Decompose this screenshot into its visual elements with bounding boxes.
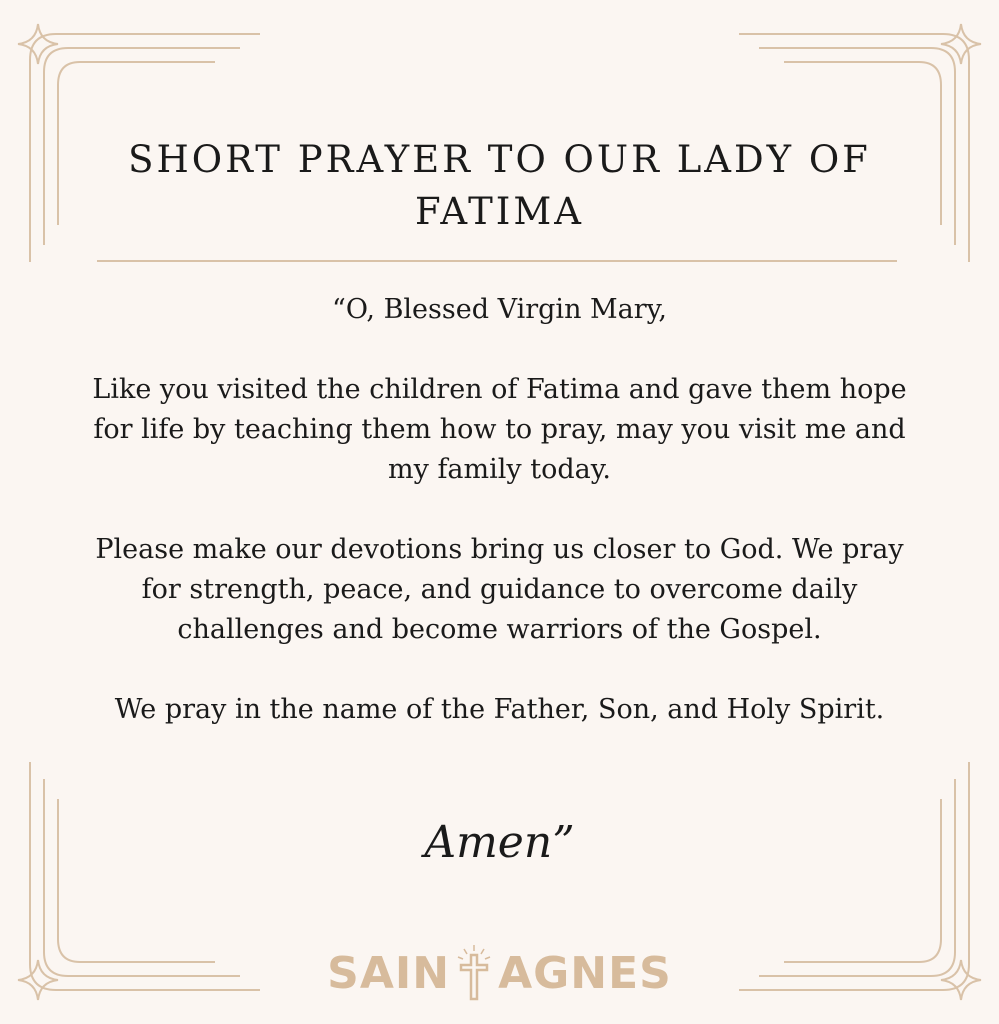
prayer-paragraph: Please make our devotions bring us closer to God. We pray for strength, peace, and guidance to overcome daily challenges and become warriors of the Gospel. (95, 534, 904, 645)
title-line-2: FATIMA (414, 190, 585, 233)
closing-amen: Amen” (424, 817, 575, 868)
prayer-paragraph: Like you visited the children of Fatima and gave them hope for life by teaching them how to pray, may you visit me and my family today. (92, 374, 907, 485)
prayer-title (60, 134, 939, 238)
prayer-paragraph: We pray in the name of the Father, Son, and Holy Spirit. (114, 694, 885, 725)
title-line-1: SHORT PRAYER TO OUR LADY OF (128, 138, 871, 181)
title-divider (97, 260, 897, 262)
prayer-body (80, 290, 919, 730)
logo-text-left: SAIN (327, 947, 451, 999)
cross-icon (454, 943, 494, 1003)
logo-text-right: AGNES (498, 947, 672, 999)
prayer-paragraph: “O, Blessed Virgin Mary, (332, 294, 667, 325)
saint-agnes-logo (320, 938, 679, 1008)
